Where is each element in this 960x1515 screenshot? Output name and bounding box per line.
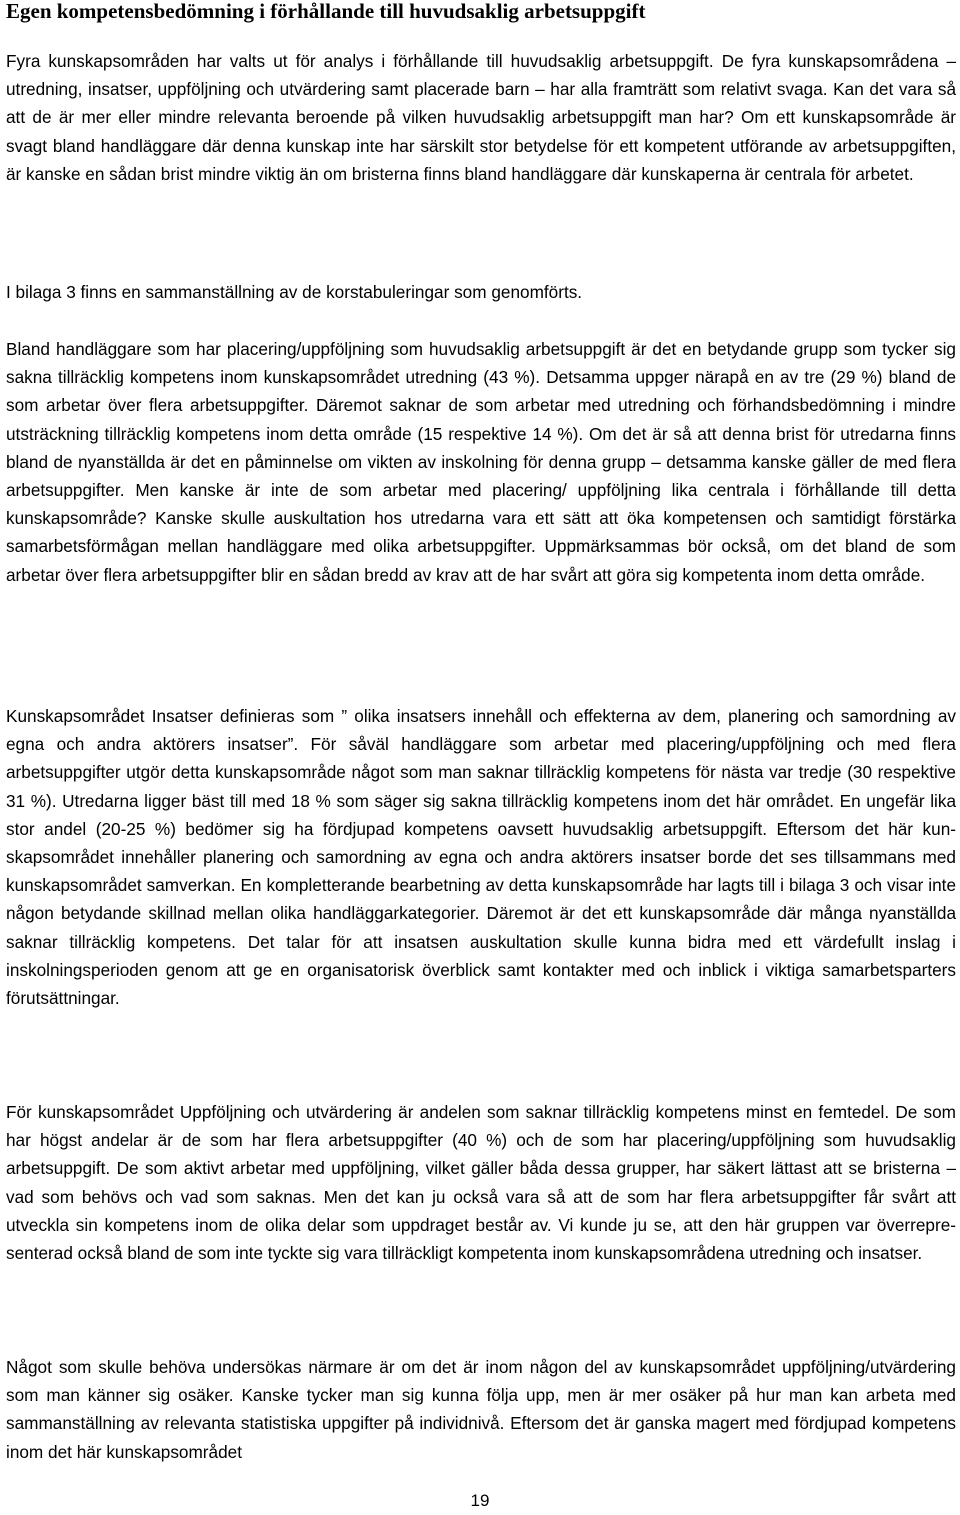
sentence: En ungefär lika stor andel (20-25 %) bedömer sig ha fördjupad kompetens oavsett huvudsaklig arbetsuppgift. xyxy=(6,790,957,839)
sentence: Bland handläggare som har placering/uppföljning som huvudsaklig arbetsuppgift är det en betydande grupp som tycker sig sakna tillräcklig kompetens inom kunskapsområdet utredning (43 %). xyxy=(6,339,956,388)
sentence: De som har högst andelar är de som har flera arbetsuppgifter (40 %) och de som har placering/uppföljning som huvudsaklig arbetsuppgift. xyxy=(6,1102,956,1179)
sentence: Kanske skulle auskultation hos utredarna vara ett sätt att öka kompetensen och samtidigt förstärka samarbetsförmågan mellan handläggare med olika arbetsuppgifter. xyxy=(6,508,956,557)
paragraph xyxy=(6,1098,956,1267)
sentence: Detsamma uppger närapå en av tre (29 %) bland de som arbetar över flera arbetsuppgifter. xyxy=(6,367,956,416)
sentence: I bilaga 3 finns en sammanställning av de korstabuleringar som genomförts. xyxy=(6,282,583,302)
paragraph xyxy=(6,47,956,188)
sentence: Något som skulle behöva undersökas närmare är om det är inom någon del av kunskapsområdet uppföljning/utvärdering som man känner sig osäker. xyxy=(6,1357,956,1406)
sentence: Utredarna ligger bäst till med 18 % som säger sig sakna tillräcklig kompetens inom det här området. xyxy=(62,790,835,811)
sentence: Eftersom det här kunskapsområdet innehåller planering och samordning av egna och andra aktörers insatser borde det ses tillsammans med kunskapsområdet samverkan. xyxy=(6,818,956,896)
sentence: Uppmärksammas bör också, om det bland de som arbetar över flera arbetsuppgifter blir en sådan bredd av krav att de har svårt att göra sig kompetenta inom detta område. xyxy=(6,536,956,585)
sentence: Däremot saknar de som arbetar med utredning och förhandsbedömning i mindre utsträckning tillräcklig kompetens inom detta område (15 respektive 14 %). xyxy=(6,395,956,444)
paragraph xyxy=(6,335,956,589)
sentence: Kanske tycker man sig kunna följa upp, men är mer osäker på hur man kan arbeta med sammanställning av relevanta statistiska uppgifter på individnivå. xyxy=(6,1385,956,1434)
sentence: Det talar för att insatsen auskultation skulle kunna bidra med ett värdefullt inslag i inskolningsperioden genom att ge en organisatorisk överblick samt kontakter med och inblick i viktiga samarbetsparters förutsättningar. xyxy=(6,931,956,1009)
sentence: För kunskapsområdet Uppföljning och utvärdering är andelen som saknar tillräcklig kompetens minst en femtedel. xyxy=(6,1102,890,1122)
sentence: Fyra kunskapsområden har valts ut för analys i förhållande till huvudsaklig arbetsuppgift. xyxy=(6,51,714,71)
sentence: Vi kunde ju se, att den här gruppen var överrepresenterad också bland de som inte tyckte sig vara tillräckligt kompetenta inom kunskapsområdena utredning och insatser. xyxy=(6,1214,956,1264)
sentence: För såväl handläggare som arbetar med placering/uppföljning och med flera arbetsuppgifter utgör detta kunskapsområde något som man saknar tillräcklig kompetens för nästa var tredje (30 respektive 31 %). xyxy=(6,734,956,811)
sentence: Eftersom det är ganska magert med fördjupad kompetens inom det här kunskapsområdet xyxy=(6,1413,956,1462)
sentence: De fyra kunskapsområdena – utredning, insatser, uppföljning och utvärdering samt placerade barn – har alla framträtt som relativt svaga. xyxy=(6,51,957,100)
paragraph xyxy=(6,1353,956,1466)
sentence: Men det kan ju också vara så att de som har flera arbetsuppgifter får svårt att utveckla sin kompetens inom de olika delar som uppdraget består av. xyxy=(6,1186,957,1235)
sentence: Kan det vara så att de är mer eller mindre relevanta beroende på vilken huvudsaklig arbetsuppgift man har? xyxy=(6,79,957,128)
sentence: En kompletterande bearbetning av detta kunskapsområde har lagts till i bilaga 3 och visar inte någon betydande skillnad mellan olika handläggarkategorier. xyxy=(6,875,957,924)
paragraph xyxy=(6,702,956,1012)
paragraph xyxy=(6,278,956,306)
sentence: Men kanske är inte de som arbetar med placering/ uppföljning lika centrala i förhållande till detta kunskapsområde? xyxy=(6,480,956,529)
sentence: Kunskapsområdet Insatser definieras som ” olika insatsers innehåll och effekterna av dem, planering och samordning av egna och andra aktörers insatser”. xyxy=(6,706,956,755)
section-heading: Egen kompetensbedömning i förhållande till huvudsaklig arbetsuppgift xyxy=(6,0,646,23)
sentence: Däremot är det ett kunskapsområde där många nyanställda saknar tillräcklig kompetens. xyxy=(6,903,956,952)
sentence: De som aktivt arbetar med uppföljning, vilket gäller båda dessa grupper, har säkert lättast att se bristerna – vad som behövs och vad som saknas. xyxy=(6,1158,957,1207)
sentence: Om ett kunskapsområde är svagt bland handläggare där denna kunskap inte har särskilt stor betydelse för ett kompetent utförande av arbetsuppgiften, är kanske en sådan brist mindre viktig än om bristerna finns bland handläggare där kunskaperna är centrala för arbetet. xyxy=(6,107,956,184)
sentence: Om det är så att denna brist för utredarna finns bland de nyanställda är det en påminnelse om vikten av inskolning för denna grupp – detsamma kanske gäller de med flera arbetsuppgifter. xyxy=(6,423,956,501)
page-number: 19 xyxy=(470,1491,490,1510)
